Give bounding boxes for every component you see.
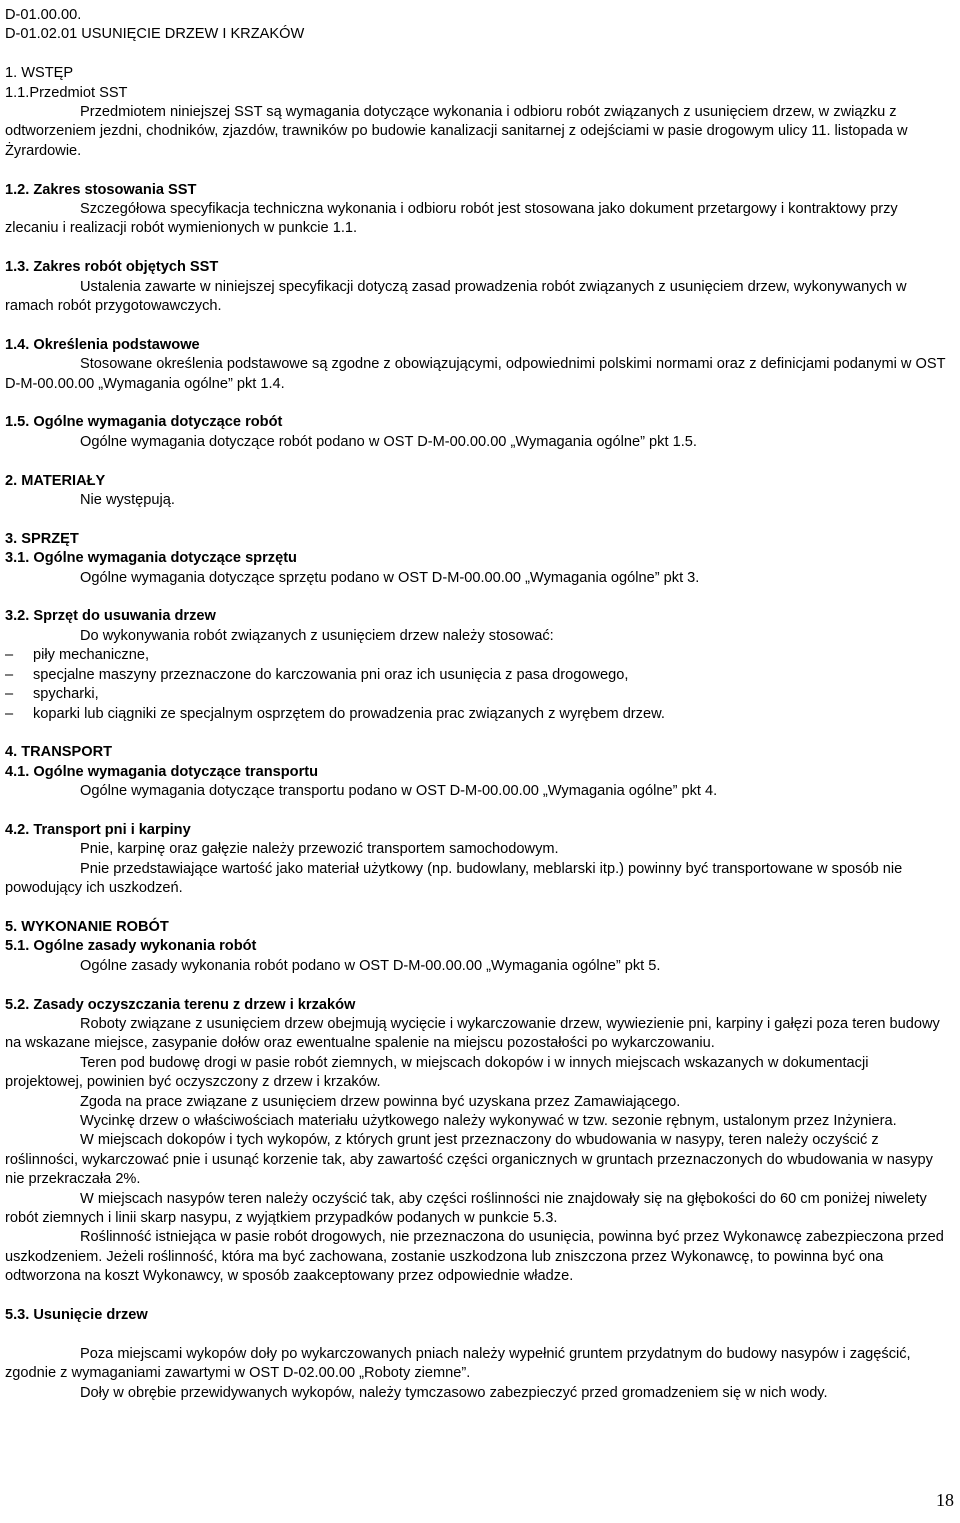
page-number: 18 bbox=[936, 1490, 954, 1510]
list-item-text: piły mechaniczne, bbox=[33, 647, 149, 664]
doc-title: D-01.02.01 USUNIĘCIE DRZEW I KRZAKÓW bbox=[5, 26, 305, 43]
section-3-1-text: Ogólne wymagania dotyczące sprzętu podano w OST D-M-00.00.00 „Wymagania ogólne” pkt 3. bbox=[80, 569, 700, 586]
section-3-2-heading: 3.2. Sprzęt do usuwania drzew bbox=[5, 608, 216, 625]
section-5-2-para: Zgoda na prace związane z usunięciem drzew powinna być uzyskana przez Zamawiającego. bbox=[80, 1093, 681, 1110]
section-1-5-heading: 1.5. Ogólne wymagania dotyczące robót bbox=[5, 414, 283, 431]
section-1-4-text: Stosowane określenia podstawowe są zgodne z obowiązującymi, odpowiednimi polskimi normami oraz z definicjami podanymi w OST D-M-00.00.00 „Wymagania ogólne” pkt 1.4. bbox=[5, 356, 946, 392]
dash-bullet: – bbox=[5, 705, 14, 722]
list-item-text: koparki lub ciągniki ze specjalnym osprzętem do prowadzenia prac związanych z wyrębem drzew. bbox=[33, 705, 665, 722]
section-1-2-text: Szczegółowa specyfikacja techniczna wykonania i odbioru robót jest stosowana jako dokument przetargowy i kontraktowy przy zlecaniu i realizacji robót wymienionych w punkcie 1.1. bbox=[5, 201, 898, 237]
section-5-2-para: Teren pod budowę drogi w pasie robót ziemnych, w miejscach dokopów i w innych miejscach wskazanych w dokumentacji projektowej, powinien być oczyszczony z drzew i krzaków. bbox=[5, 1054, 869, 1091]
section-4-2-heading: 4.2. Transport pni i karpiny bbox=[5, 821, 191, 838]
section-5-3-heading: 5.3. Usunięcie drzew bbox=[5, 1307, 148, 1324]
list-item bbox=[5, 646, 950, 665]
section-1-3-text: Ustalenia zawarte w niniejszej specyfikacji dotyczą zasad prowadzenia robót związanych z usunięciem drzew, wykonywanych w ramach robót przygotowawczych. bbox=[5, 278, 907, 315]
section-4-1-text: Ogólne wymagania dotyczące transportu podano w OST D-M-00.00.00 „Wymagania ogólne” pkt 4. bbox=[80, 783, 718, 800]
section-5-1-text: Ogólne zasady wykonania robót podano w OST D-M-00.00.00 „Wymagania ogólne” pkt 5. bbox=[80, 957, 661, 974]
section-4-1-heading: 4.1. Ogólne wymagania dotyczące transportu bbox=[5, 763, 319, 780]
section-4-heading: 4. TRANSPORT bbox=[5, 744, 113, 761]
list-item bbox=[5, 666, 950, 685]
list-item bbox=[5, 705, 950, 724]
section-1-3-heading: 1.3. Zakres robót objętych SST bbox=[5, 259, 219, 276]
section-1-1-text: Przedmiotem niniejszej SST są wymagania dotyczące wykonania i odbioru robót związanych z usunięciem drzew, w związku z odtworzeniem jezdni, chodników, zjazdów, trawników po budowie kanalizacji sanitarnej z odejściami w pasie drogowym ulicy 11. listopada w Żyrardowie. bbox=[5, 104, 908, 159]
section-4-2-para-1: Pnie, karpinę oraz gałęzie należy przewozić transportem samochodowym. bbox=[80, 841, 559, 858]
section-5-2-para: W miejscach nasypów teren należy oczyścić tak, aby części roślinności nie znajdowały się na głębokości do 60 cm poniżej niwelety robót ziemnych i linii skarp nasypu, z wyjątkiem przypadków podanych w punkcie 5.3. bbox=[5, 1190, 927, 1226]
section-1-4-heading: 1.4. Określenia podstawowe bbox=[5, 336, 200, 353]
document-page bbox=[5, 6, 950, 1403]
section-5-3-para: Doły w obrębie przewidywanych wykopów, należy tymczasowo zabezpieczyć przed gromadzeniem się w nich wody. bbox=[80, 1384, 828, 1401]
list-item bbox=[5, 685, 950, 704]
section-4-2-para-2: Pnie przedstawiające wartość jako materiał użytkowy (np. budowlany, meblarski itp.) powinny być transportowane w sposób nie powodujący ich uszkodzeń. bbox=[5, 860, 903, 897]
list-item-text: spycharki, bbox=[33, 686, 99, 703]
section-2-text: Nie występują. bbox=[80, 492, 175, 509]
dash-bullet: – bbox=[5, 686, 14, 703]
section-5-1-heading: 5.1. Ogólne zasady wykonania robót bbox=[5, 938, 257, 955]
section-5-2-para: Roślinność istniejąca w pasie robót drogowych, nie przeznaczona do usunięcia, powinna być przez Wykonawcę zabezpieczona przed uszkodzeniem. Jeżeli roślinność, która ma być zachowana, zostanie uszkodzona lub zniszczona przez Wykonawcę, to powinna być ona odtworzona na koszt Wykonawcy, w sposób zaakceptowany przez odpowiednie władze. bbox=[5, 1229, 944, 1285]
section-1-1-heading: 1.1.Przedmiot SST bbox=[5, 84, 128, 101]
dash-bullet: – bbox=[5, 647, 14, 664]
section-3-heading: 3. SPRZĘT bbox=[5, 530, 79, 547]
section-5-3-para: Poza miejscami wykopów doły po wykarczowanych pniach należy wypełnić gruntem przydatnym do budowy nasypów i zagęścić, zgodnie z wymaganiami zawartymi w OST D-02.00.00 „Roboty ziemne”. bbox=[5, 1345, 911, 1382]
section-5-2-para: Roboty związane z usunięciem drzew obejmują wycięcie i wykarczowanie drzew, wywiezienie pni, karpiny i gałęzi poza teren budowy na wskazane miejsce, zasypanie dołów oraz ewentualne spalenie na miejscu pozostałości po wykarczowaniu. bbox=[5, 1015, 940, 1052]
doc-code: D-01.00.00. bbox=[5, 7, 82, 23]
section-5-2-heading: 5.2. Zasady oczyszczania terenu z drzew i krzaków bbox=[5, 996, 356, 1013]
section-1-2-heading: 1.2. Zakres stosowania SST bbox=[5, 181, 197, 198]
section-5-2-para: Wycinkę drzew o właściwościach materiału użytkowego należy wykonywać w tzw. sezonie rębnym, ustalonym przez Inżyniera. bbox=[80, 1112, 897, 1129]
dash-bullet: – bbox=[5, 666, 14, 683]
section-5-2-para: W miejscach dokopów i tych wykopów, z których grunt jest przeznaczony do wbudowania w nasypy, teren należy oczyścić z roślinności, wykarczować pnie i usunąć korzenie tak, aby zawartość części organicznych w gruntach przeznaczonych do wbudowania w nasypy nie przekraczała 2%. bbox=[5, 1132, 933, 1188]
list-item-text: specjalne maszyny przeznaczone do karczowania pni oraz ich usunięcia z pasa drogowego, bbox=[33, 666, 629, 683]
section-2-heading: 2. MATERIAŁY bbox=[5, 472, 106, 489]
section-3-2-intro: Do wykonywania robót związanych z usunięciem drzew należy stosować: bbox=[80, 627, 554, 644]
section-1-5-text: Ogólne wymagania dotyczące robót podano w OST D-M-00.00.00 „Wymagania ogólne” pkt 1.5. bbox=[80, 433, 697, 450]
section-1-heading: 1. WSTĘP bbox=[5, 65, 74, 82]
section-3-1-heading: 3.1. Ogólne wymagania dotyczące sprzętu bbox=[5, 550, 297, 567]
section-5-heading: 5. WYKONANIE ROBÓT bbox=[5, 918, 169, 935]
